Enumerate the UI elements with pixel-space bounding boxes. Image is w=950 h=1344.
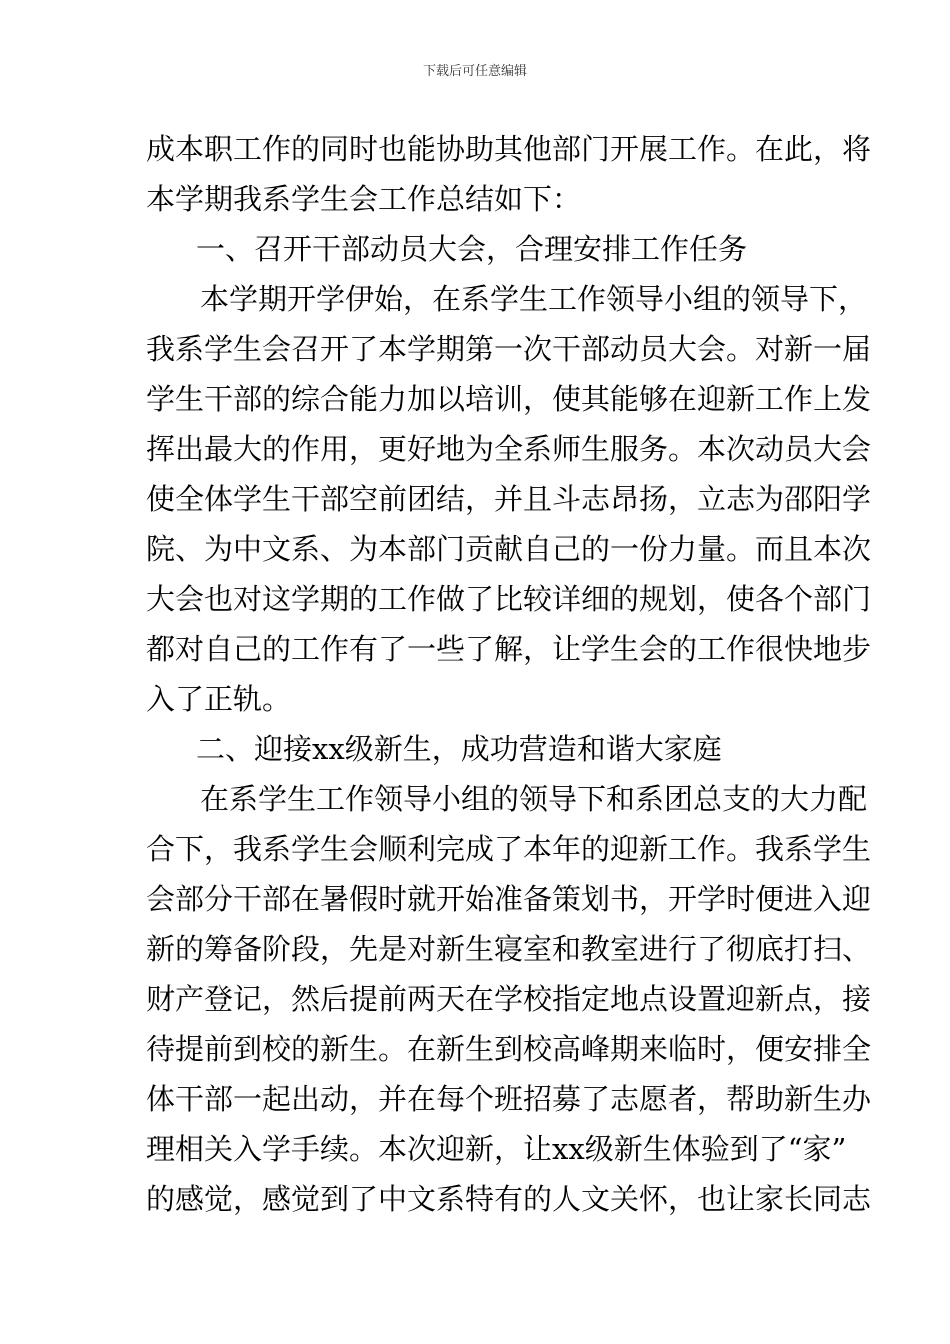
paragraph-first-line: 在系学生工作领导小组的领导下和系团总支的大力配 xyxy=(200,782,868,816)
text-line: 大会也对这学期的工作做了比较详细的规划，使各个部门 xyxy=(146,582,872,616)
text-line: 合下，我系学生会顺利完成了本年的迎新工作。我系学生 xyxy=(146,832,872,866)
text-line: 会部分干部在暑假时就开始准备策划书，开学时便进入迎 xyxy=(146,882,872,916)
section-heading: 一、召开干部动员大会，合理安排工作任务 xyxy=(196,232,748,266)
text-line: 使全体学生干部空前团结，并且斗志昂扬，立志为邵阳学 xyxy=(146,482,872,516)
text-line: 都对自己的工作有了一些了解，让学生会的工作很快地步 xyxy=(146,632,872,666)
text-line: 本学期我系学生会工作总结如下： xyxy=(146,182,582,216)
paragraph-first-line: 本学期开学伊始，在系学生工作领导小组的领导下， xyxy=(200,282,868,316)
text-line: 挥出最大的作用，更好地为全系师生服务。本次动员大会 xyxy=(146,432,872,466)
text-line: 的感觉，感觉到了中文系特有的人文关怀，也让家长同志 xyxy=(146,1182,872,1216)
text-line: 成本职工作的同时也能协助其他部门开展工作。在此，将 xyxy=(146,132,872,166)
text-line: 学生干部的综合能力加以培训，使其能够在迎新工作上发 xyxy=(146,382,872,416)
text-line: 院、为中文系、为本部门贡献自己的一份力量。而且本次 xyxy=(146,532,872,566)
section-heading: 二、迎接xx级新生，成功营造和谐大家庭 xyxy=(196,732,722,766)
text-line: 体干部一起出动，并在每个班招募了志愿者，帮助新生办 xyxy=(146,1082,872,1116)
text-line: 新的筹备阶段，先是对新生寝室和教室进行了彻底打扫、 xyxy=(146,932,872,966)
page-header-note: 下载后可任意编辑 xyxy=(422,64,527,79)
text-line: 理相关入学手续。本次迎新，让xx级新生体验到了“家” xyxy=(146,1132,847,1166)
text-line: 财产登记，然后提前两天在学校指定地点设置迎新点，接 xyxy=(146,982,872,1016)
text-line: 待提前到校的新生。在新生到校高峰期来临时，便安排全 xyxy=(146,1032,872,1066)
text-line: 我系学生会召开了本学期第一次干部动员大会。对新一届 xyxy=(146,332,872,366)
text-line: 入了正轨。 xyxy=(146,682,292,716)
